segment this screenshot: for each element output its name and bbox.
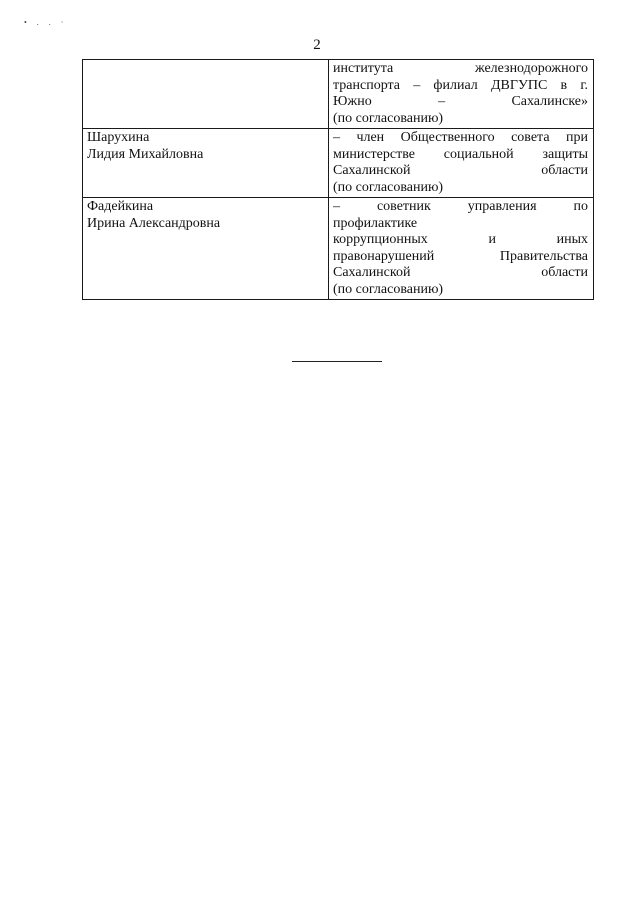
role-line: (по согласованию) — [333, 110, 444, 126]
role-line: Южно – Сахалинске» — [333, 94, 588, 109]
member-name-cell — [83, 129, 329, 198]
table-row — [83, 129, 594, 198]
member-role-cell — [329, 129, 594, 198]
role-line: – советник управления по — [333, 199, 588, 214]
role-line: профилактике — [333, 215, 418, 231]
role-line: министерстве социальной защиты — [333, 146, 588, 162]
member-role-cell — [329, 198, 594, 300]
member-name-cell — [83, 198, 329, 300]
role-line: (по согласованию) — [333, 179, 444, 195]
role-line: института железнодорожного — [333, 61, 588, 76]
role-line: Сахалинской области — [333, 265, 588, 280]
role-line: коррупционных и иных — [333, 232, 588, 247]
member-role-cell — [329, 60, 594, 129]
role-line: Сахалинской области — [333, 163, 588, 178]
member-given-name: Ирина Александровна — [87, 215, 221, 231]
role-line: транспорта – филиал ДВГУПС в г. — [333, 77, 588, 93]
member-name-cell — [83, 60, 329, 129]
table-row — [83, 198, 594, 300]
members-table — [82, 59, 594, 300]
page-number: 2 — [313, 37, 321, 53]
role-line: правонарушений Правительства — [333, 248, 588, 264]
table-row — [83, 60, 594, 129]
scan-artifact-marks: • . . · — [24, 18, 68, 27]
role-line: – член Общественного совета при — [333, 130, 588, 145]
closing-divider-line — [292, 361, 382, 362]
role-line: (по согласованию) — [333, 281, 444, 297]
member-surname: Фадейкина — [87, 199, 154, 214]
member-given-name: Лидия Михайловна — [87, 146, 204, 162]
member-surname: Шарухина — [87, 130, 150, 145]
